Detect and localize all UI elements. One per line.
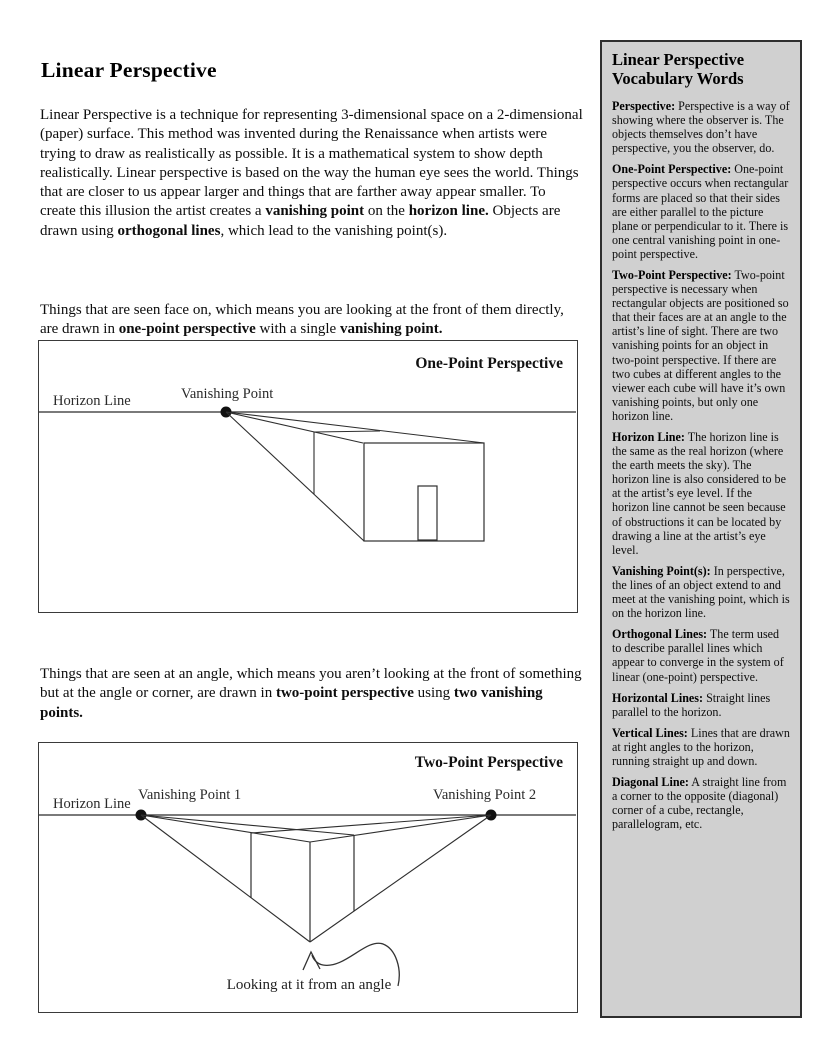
horizon-line-label: Horizon Line bbox=[53, 796, 131, 812]
vocab-entry bbox=[612, 627, 790, 683]
one-point-diagram-title: One-Point Perspective bbox=[415, 355, 563, 372]
vocab-entry bbox=[612, 162, 790, 261]
two-point-intro-paragraph: Things that are seen at an angle, which means you aren’t looking at the front of something but at the angle or corner, are drawn in two-point perspective using two vanishing points. bbox=[40, 666, 582, 721]
vocab-term: Orthogonal Lines: bbox=[612, 627, 708, 642]
vocab-entry-list bbox=[612, 99, 790, 832]
one-point-diagram-figure bbox=[39, 341, 576, 611]
vocab-term: One-Point Perspective: bbox=[612, 162, 732, 177]
vocab-definition: Lines that are drawn at right angles to the horizon, running straight up and down. bbox=[612, 725, 790, 768]
vocab-definition: In perspective, the lines of an object extend to and meet at the vanishing point, which is on the horizon line. bbox=[612, 563, 790, 621]
vocab-definition: Perspective is a way of showing where the observer is. The objects themselves don’t have perspective, you the observer, do. bbox=[612, 98, 790, 156]
one-point-intro-paragraph: Things that are seen face on, which means you are looking at the front of them directly, are drawn in one-point perspective with a single vanishing point. bbox=[40, 302, 564, 338]
vocab-entry bbox=[612, 564, 790, 620]
vocabulary-sidebar bbox=[600, 40, 802, 1018]
cube-edges bbox=[251, 833, 354, 942]
two-point-diagram-title: Two-Point Perspective bbox=[414, 754, 563, 771]
vocab-term: Two-Point Perspective: bbox=[612, 267, 732, 282]
two-point-perspective-diagram bbox=[38, 742, 578, 1013]
vocab-entry bbox=[612, 691, 790, 719]
vocab-entry bbox=[612, 430, 790, 557]
vocab-term: Horizon Line: bbox=[612, 430, 685, 444]
house-door bbox=[418, 486, 437, 540]
page-title: Linear Perspective bbox=[41, 58, 217, 83]
vocab-entry bbox=[612, 99, 790, 155]
vanishing-point-label: Vanishing Point bbox=[181, 386, 274, 402]
two-point-diagram-figure bbox=[39, 743, 576, 1011]
vocab-term: Diagonal Line: bbox=[612, 775, 689, 790]
vocab-entry bbox=[612, 268, 790, 423]
perspective-lines bbox=[141, 815, 491, 942]
vocab-definition: One-point perspective occurs when rectangular forms are placed so that their sides are either parallel to the picture plane or perpendicular to it. There is one central vanishing point in one-point perspective. bbox=[612, 162, 789, 261]
vocab-term: Vanishing Point(s): bbox=[612, 563, 711, 578]
one-point-perspective-diagram bbox=[38, 340, 578, 613]
vocab-entry bbox=[612, 726, 790, 768]
vocab-definition: Two-point perspective is necessary when rectangular objects are positioned so that their faces are at an angle to the artist’s line of sight. There are two vanishing points for an object in two-point perspective. If there are two cubes at different angles to the viewer each cube will have it’s own vanishing points, but only one horizon line. bbox=[612, 267, 789, 423]
vocab-term: Horizontal Lines: bbox=[612, 690, 704, 705]
sidebar-title: Linear Perspective Vocabulary Words bbox=[612, 50, 745, 89]
horizon-line-label: Horizon Line bbox=[53, 393, 131, 409]
angle-arrow-caption: Looking at it from an angle bbox=[226, 977, 392, 993]
vanishing-point-2-label: Vanishing Point 2 bbox=[433, 787, 537, 803]
vocab-term: Vertical Lines: bbox=[612, 725, 688, 740]
vocab-definition: Straight lines parallel to the horizon. bbox=[612, 690, 771, 719]
vocab-definition: A straight line from a corner to the opposite (diagonal) corner of a cube, rectangle, parallelogram, etc. bbox=[612, 775, 787, 832]
intro-paragraph: Linear Perspective is a technique for representing 3-dimensional space on a 2-dimensional (paper) surface. This method was invented during the Renaissance when artists were trying to draw as realistically as possible. It is a mathematical system to show depth realistically. Linear perspective is based on the way the human eye sees the world. Things that are closer to us appear larger and things that are farther away appear smaller. To create this illusion the artist creates a vanishing point on the horizon line. Objects are drawn using orthogonal lines, which lead to the vanishing point(s). bbox=[40, 107, 583, 239]
vocab-entry bbox=[612, 775, 790, 831]
vocab-term: Perspective: bbox=[612, 98, 676, 113]
vanishing-point-1-label: Vanishing Point 1 bbox=[138, 787, 242, 803]
vocab-definition: The term used to describe parallel lines which appear to converge in the system of linear (one-point) perspective. bbox=[612, 627, 784, 684]
vocab-definition: The horizon line is the same as the real horizon (where the earth meets the sky). The horizon line is also considered to be at the artist’s eye level. If the horizon line cannot be seen because of obstructions it can be located by drawing a line at the artist’s eye level. bbox=[612, 430, 786, 557]
